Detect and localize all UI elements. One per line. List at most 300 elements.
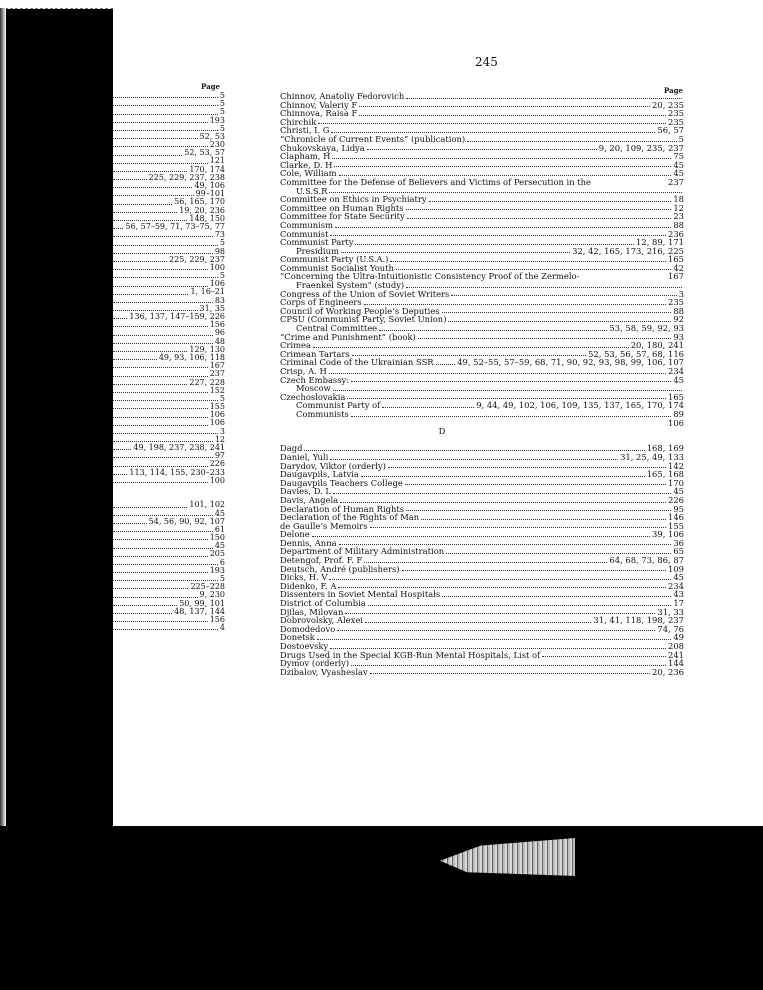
entry-pages: 12, 89, 171 <box>636 237 684 248</box>
leader-dots <box>113 212 177 213</box>
entry-name: Davis, Angela <box>280 494 339 505</box>
entry-pages: 31, 33 <box>657 606 684 617</box>
entry-pages: 12 <box>214 434 225 444</box>
entry-pages: 5 <box>219 99 225 109</box>
leader-dots <box>446 553 671 554</box>
index-entry <box>113 354 225 362</box>
leader-dots <box>338 587 666 588</box>
entry-pages: 50, 99, 101 <box>179 598 225 608</box>
entry-name: Moscow <box>296 383 331 394</box>
index-entry <box>280 118 684 127</box>
leader-dots <box>331 132 655 133</box>
leader-dots <box>313 347 629 348</box>
leader-dots <box>113 433 218 434</box>
entry-pages: 167 <box>209 361 225 371</box>
entry-pages: 155 <box>668 520 684 531</box>
index-entry <box>280 565 684 574</box>
index-entry <box>113 387 225 395</box>
leader-dots <box>113 253 213 254</box>
leader-dots <box>113 474 127 475</box>
entry-pages: 208 <box>668 641 684 651</box>
leader-dots <box>370 673 650 674</box>
leader-dots <box>406 98 682 99</box>
entry-pages: 113, 114, 155, 230–233 <box>129 467 225 477</box>
entry-name: Declaration of the Rights of Man <box>280 512 420 523</box>
entry-name: Czech Embassy: <box>280 374 350 385</box>
entry-pages: 136, 137, 147–159, 226 <box>129 312 225 322</box>
index-entry <box>113 133 225 141</box>
entry-pages: 205 <box>209 549 225 559</box>
leader-dots <box>113 597 198 598</box>
entry-pages: 235 <box>668 297 684 308</box>
leader-dots <box>113 310 198 311</box>
entry-pages: 142 <box>668 460 684 471</box>
entry-pages: 227, 228 <box>189 377 225 387</box>
leader-dots <box>113 580 218 581</box>
leader-dots <box>113 466 208 467</box>
entry-name: Crimean Tartars <box>280 348 350 359</box>
entry-pages: 31, 35 <box>199 303 225 313</box>
entry-pages: 193 <box>209 565 225 575</box>
leader-dots <box>365 622 591 623</box>
index-entry <box>280 522 684 531</box>
entry-pages: 100 <box>209 475 225 485</box>
index-gap-row <box>280 436 684 445</box>
leader-dots <box>345 613 655 614</box>
leader-dots <box>113 531 213 532</box>
entry-pages: 109 <box>668 563 684 574</box>
entry-pages: 1, 16–21 <box>190 287 225 297</box>
leader-dots <box>339 544 672 545</box>
entry-pages: 20, 235 <box>652 99 684 110</box>
entry-pages: 235 <box>668 116 684 127</box>
entry-name: Communism <box>280 219 334 230</box>
leader-dots <box>318 123 666 124</box>
leader-dots <box>113 572 208 573</box>
index-entry <box>113 379 225 387</box>
index-entry <box>113 501 225 509</box>
leader-dots <box>382 407 474 408</box>
entry-name: Committee on Human Rights <box>280 202 404 213</box>
leader-dots <box>329 373 666 374</box>
leader-dots <box>341 252 570 253</box>
entry-name: Clarke, D. H <box>280 159 333 170</box>
leader-dots <box>359 106 650 107</box>
entry-name: U.S.S.R <box>296 185 328 196</box>
entry-pages: 19, 20, 236 <box>179 205 225 215</box>
entry-name: Dzibalov, Vyasheslav <box>280 666 368 677</box>
leader-dots <box>113 376 208 377</box>
entry-pages: 52, 53 <box>199 131 225 141</box>
leader-dots <box>113 171 187 172</box>
leader-dots <box>542 656 666 657</box>
leader-dots <box>467 141 677 142</box>
index-entry <box>113 551 225 559</box>
index-entry <box>113 485 225 493</box>
index-page <box>113 8 763 826</box>
index-entry <box>280 221 684 230</box>
entry-pages: 9, 20, 109, 235, 237 <box>598 142 684 153</box>
leader-dots <box>396 269 671 270</box>
entry-name: Committee for the Defense of Believers and Victims of Persecution in the <box>280 176 591 187</box>
leader-dots <box>113 548 213 549</box>
index-entry <box>113 313 225 321</box>
entry-pages: 226 <box>668 494 684 505</box>
entry-pages: 101, 102 <box>189 500 225 510</box>
entry-name: Dymov (orderly) <box>280 658 350 669</box>
entry-pages: 20, 236 <box>652 666 684 677</box>
entry-pages: 5 <box>219 107 225 117</box>
leader-dots <box>113 179 147 180</box>
entry-name: Crimea <box>280 340 311 351</box>
right-index-column <box>280 92 684 676</box>
leader-dots <box>448 321 671 322</box>
entry-pages: 106 <box>668 417 684 428</box>
leader-dots <box>406 510 671 511</box>
section-letter-text: D <box>438 426 446 437</box>
leader-dots <box>355 244 634 245</box>
leader-dots <box>113 220 187 221</box>
leader-dots <box>361 476 645 477</box>
leader-dots <box>113 441 213 442</box>
entry-name: Department of Military Administration <box>280 546 445 557</box>
index-entry <box>113 542 225 550</box>
leader-dots <box>113 97 218 98</box>
entry-pages: 99–101 <box>195 189 225 199</box>
leader-dots <box>113 294 188 295</box>
leader-dots <box>333 390 682 391</box>
entry-pages: 64, 68, 73, 86, 87 <box>609 555 684 566</box>
entry-name: “Chronicle of Current Events” (publication) <box>280 133 466 144</box>
index-entry <box>280 616 684 625</box>
leader-dots <box>113 130 218 131</box>
leader-dots <box>113 155 182 156</box>
leader-dots <box>113 515 213 516</box>
entry-pages: 5 <box>219 90 225 100</box>
leader-dots <box>113 400 218 401</box>
index-entry <box>113 264 225 272</box>
entry-pages: 146 <box>668 512 684 523</box>
index-entry <box>280 152 684 161</box>
leader-dots <box>113 384 187 385</box>
leader-dots <box>337 630 655 631</box>
entry-pages: 18 <box>673 194 684 205</box>
leader-dots <box>332 158 671 159</box>
index-entry <box>113 477 225 485</box>
entry-name: Detengof, Prof. F. F <box>280 555 363 566</box>
leader-dots <box>113 277 218 278</box>
entry-pages: 45 <box>214 508 225 518</box>
entry-pages: 106 <box>209 410 225 420</box>
entry-pages: 65 <box>673 546 684 557</box>
entry-name: Communists <box>296 408 349 419</box>
leader-dots <box>367 149 597 150</box>
leader-dots <box>352 355 586 356</box>
entry-pages: 17 <box>673 598 684 609</box>
leader-dots <box>406 209 672 210</box>
leader-dots <box>113 269 208 270</box>
entry-pages: 74, 76 <box>657 623 684 634</box>
leader-dots <box>113 613 172 614</box>
index-entry <box>280 144 684 153</box>
entry-name: Communist Party of <box>296 400 381 411</box>
entry-name: Dostoevsky <box>280 641 329 651</box>
index-entry <box>113 403 225 411</box>
index-entry <box>113 608 225 616</box>
entry-pages: 98 <box>214 246 225 256</box>
index-entry <box>113 329 225 337</box>
entry-pages: 23 <box>673 211 684 222</box>
index-entry <box>280 333 684 342</box>
index-entry <box>280 530 684 539</box>
leader-dots <box>113 588 188 589</box>
entry-name: Corps of Engineers <box>280 297 362 308</box>
entry-name: District of Columbia <box>280 598 366 609</box>
entry-pages: 9, 230 <box>199 590 225 600</box>
entry-name: Presidium <box>296 245 339 256</box>
entry-pages: 9, 44, 49, 102, 106, 109, 135, 137, 165, 170, 174 <box>476 400 684 411</box>
entry-pages: 106 <box>209 279 225 289</box>
entry-pages: 234 <box>668 366 684 376</box>
leader-dots <box>388 467 666 468</box>
leader-dots <box>340 502 666 503</box>
entry-pages: 241 <box>668 649 684 660</box>
entry-name: Chirchik <box>280 116 317 127</box>
entry-name: de Gaulle’s Memoirs <box>280 520 368 531</box>
entry-name: Deutsch, André (publishers) <box>280 563 400 574</box>
entry-pages: 45 <box>673 572 684 583</box>
leader-dots <box>113 507 187 508</box>
index-entry <box>113 616 225 624</box>
leader-dots <box>113 343 213 344</box>
entry-name: Chinnov, Valeriy F <box>280 99 358 110</box>
index-entry <box>113 411 225 419</box>
entry-pages: 237 <box>209 369 225 379</box>
entry-pages: 156 <box>209 614 225 624</box>
entry-name: Clapham, H <box>280 151 331 162</box>
leader-dots <box>113 392 208 393</box>
index-entry <box>280 212 684 221</box>
entry-pages: 155 <box>209 402 225 412</box>
entry-pages: 193 <box>209 115 225 125</box>
entry-name: CPSU (Communist Party, Soviet Union) <box>280 314 447 325</box>
index-entry <box>113 362 225 370</box>
entry-pages: 96 <box>214 328 225 338</box>
entry-pages: 88 <box>673 219 684 230</box>
index-entry <box>280 668 684 677</box>
entry-pages: 45 <box>673 168 684 179</box>
entry-pages: 152 <box>209 385 225 395</box>
leader-dots <box>351 665 666 666</box>
entry-pages: 168, 169 <box>646 443 684 454</box>
leader-dots <box>407 218 672 219</box>
leader-dots <box>442 596 671 597</box>
section-letter <box>280 427 684 436</box>
entry-name: Chinnova, Raisa F <box>280 108 358 119</box>
leader-dots <box>113 204 172 205</box>
leader-dots <box>330 648 666 649</box>
leader-dots <box>312 536 650 537</box>
entry-pages: 49 <box>673 632 684 643</box>
leader-dots <box>113 286 208 287</box>
index-entry <box>280 487 684 496</box>
leader-dots <box>113 114 218 115</box>
entry-name: Daugavpils Teachers College <box>280 477 403 488</box>
leader-dots <box>330 235 666 236</box>
index-entry <box>113 420 225 428</box>
entry-pages: 5 <box>219 238 225 248</box>
leader-dots <box>113 318 127 319</box>
right-column-heading: Page <box>664 86 683 95</box>
leader-dots <box>113 605 177 606</box>
index-entry <box>113 117 225 125</box>
entry-name: Declaration of Human Rights <box>280 503 405 514</box>
leader-dots <box>113 351 187 352</box>
entry-pages: 167 <box>668 271 684 282</box>
leader-dots <box>364 562 607 563</box>
leader-dots <box>113 138 198 139</box>
entry-pages: 4 <box>219 623 225 633</box>
entry-pages: 235 <box>668 108 684 119</box>
index-entry <box>113 534 225 542</box>
entry-pages: 225–228 <box>190 582 225 592</box>
entry-pages: 148, 150 <box>189 213 225 223</box>
entry-name: Committee on Ethics in Psychiatry <box>280 194 427 205</box>
entry-pages: 234 <box>668 580 684 591</box>
leader-dots <box>351 381 671 382</box>
entry-pages: 53, 58, 59, 92, 93 <box>609 323 684 334</box>
entry-name: Dissenters in Soviet Mental Hospitals <box>280 589 441 600</box>
entry-name: Christi, I. G <box>280 125 330 136</box>
entry-pages: 49, 93, 106, 118 <box>158 352 225 362</box>
leader-dots <box>113 195 194 196</box>
entry-name: Fraenkel System” (study) <box>296 280 405 291</box>
entry-pages: 52, 53, 56, 57, 68, 116 <box>588 348 684 359</box>
entry-name: Communist Party <box>280 237 354 248</box>
entry-pages: 31, 41, 118, 198, 237 <box>593 615 684 626</box>
entry-pages: 5 <box>219 574 225 584</box>
index-entry <box>113 624 225 632</box>
entry-pages: 144 <box>668 658 684 669</box>
scan-smudge <box>440 838 575 876</box>
entry-pages: 5 <box>678 133 684 144</box>
entry-pages: 92 <box>673 314 684 325</box>
index-entry <box>113 526 225 534</box>
index-entry <box>113 567 225 575</box>
entry-pages: 121 <box>209 156 225 166</box>
entry-pages: 6 <box>219 557 225 567</box>
leader-dots <box>113 408 208 409</box>
entry-pages: 5 <box>219 271 225 281</box>
index-entry <box>113 289 225 297</box>
entry-name: Czechoslovakia <box>280 391 346 402</box>
leader-dots <box>330 459 618 460</box>
leader-dots <box>406 287 682 288</box>
entry-pages: 45 <box>673 374 684 385</box>
leader-dots <box>339 175 672 176</box>
entry-pages: 12 <box>673 202 684 213</box>
index-entry <box>113 321 225 329</box>
entry-pages: 3 <box>219 426 225 436</box>
index-entry <box>113 452 225 460</box>
leader-dots <box>418 338 672 339</box>
leader-dots <box>351 416 672 417</box>
left-column-heading: Page <box>201 82 220 91</box>
entry-name: Djilas, Milovan <box>280 606 344 617</box>
entry-pages: 52, 53, 57 <box>184 148 225 158</box>
leader-dots <box>333 493 671 494</box>
entry-name: Dicks, H. V <box>280 572 328 583</box>
entry-name: Communist Socialist Youth <box>280 262 394 273</box>
entry-name: Daniel, Yuli <box>280 451 329 462</box>
entry-pages: 54, 56, 90, 92, 107 <box>148 516 225 526</box>
entry-pages: 56, 165, 170 <box>174 197 225 207</box>
index-entry <box>113 239 225 247</box>
entry-pages: 236 <box>668 228 684 239</box>
entry-pages: 48, 137, 144 <box>174 606 225 616</box>
leader-dots <box>113 261 167 262</box>
index-entry <box>113 395 225 403</box>
entry-pages: 97 <box>214 451 225 461</box>
entry-pages: 56, 57–59, 71, 73–75, 77 <box>125 221 225 231</box>
index-entry <box>113 92 225 100</box>
leader-dots <box>370 527 667 528</box>
entry-pages: 237 <box>668 176 684 187</box>
entry-pages: 61 <box>214 524 225 534</box>
entry-pages: 165, 168 <box>646 469 684 480</box>
entry-pages: 83 <box>214 295 225 305</box>
leader-dots <box>113 326 208 327</box>
index-entry <box>280 376 684 385</box>
leader-dots <box>113 236 213 237</box>
leader-dots <box>451 295 676 296</box>
entry-name: Didenko, F. A <box>280 580 337 591</box>
leader-dots <box>379 330 607 331</box>
leader-dots <box>442 312 672 313</box>
entry-name: Criminal Code of the Ukrainian SSR <box>280 357 434 368</box>
left-index-column <box>113 92 225 632</box>
entry-pages: 39, 106 <box>652 529 684 540</box>
entry-pages: 100 <box>209 262 225 272</box>
entry-pages: 88 <box>673 305 684 316</box>
entry-pages: 32, 42, 165, 173, 216, 225 <box>572 245 684 256</box>
entry-pages: 170, 174 <box>189 164 225 174</box>
entry-pages: 5 <box>219 393 225 403</box>
leader-dots <box>113 367 208 368</box>
entry-pages: 48 <box>214 336 225 346</box>
entry-name: Communist <box>280 228 329 239</box>
leader-dots <box>113 335 213 336</box>
entry-name: Dagd <box>280 443 303 454</box>
entry-pages: 75 <box>673 151 684 162</box>
index-entry <box>113 149 225 157</box>
leader-dots <box>113 163 208 164</box>
entry-name: Chukovskaya, Lidya <box>280 142 365 153</box>
leader-dots <box>347 398 666 399</box>
leader-dots <box>113 146 208 147</box>
leader-dots <box>436 364 456 365</box>
entry-pages: 89 <box>673 408 684 419</box>
leader-dots <box>113 556 208 557</box>
index-entry <box>113 231 225 239</box>
entry-name: Delone <box>280 529 310 540</box>
leader-dots <box>113 187 192 188</box>
entry-pages: 225, 229, 237, 238 <box>148 172 225 182</box>
entry-pages: 165 <box>668 254 684 265</box>
index-entry <box>113 223 225 231</box>
entry-pages: 36 <box>673 537 684 548</box>
leader-dots <box>113 564 218 565</box>
